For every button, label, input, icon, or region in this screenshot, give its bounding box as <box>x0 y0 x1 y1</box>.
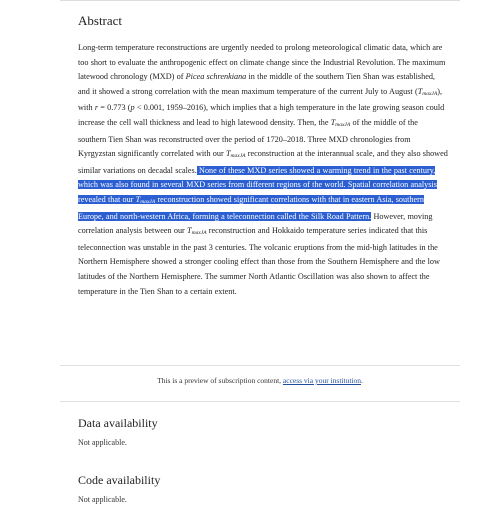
abstract-text-part: < 0.001, 1959–2016), which implies that a high temperature in the late growing season could increase the cell wall thickness and lead to high latewood density. Then, the <box>78 103 445 127</box>
access-institution-link[interactable]: access via your institution <box>282 376 362 385</box>
variable-subscript: maxJA <box>335 121 351 128</box>
variable-subscript: maxJA <box>230 153 246 160</box>
variable-t[interactable]: T <box>135 194 141 204</box>
code-availability-section <box>78 472 448 504</box>
selected-text-part[interactable]: reconstruction showed significant correlations with that in eastern Asia, southern Europe, and north-western Africa, forming a teleconnection called the Silk Road Pattern. <box>78 194 424 221</box>
variable-subscript[interactable]: maxJA <box>140 198 156 205</box>
abstract-text-part: reconstruction and Hokkaido temperature series indicated that this teleconnection was unstable in the past 3 centuries. The volcanic eruptions from the mid-high latitudes in the Northern Hemisphere showed a stronger cooling effect than those from the Southern Hemisphere and the low latitudes of the Northern Hemisphere. The summer North Atlantic Oscillation was also shown to affect the temperature in the Tien Shan to a certain extent. <box>78 226 440 296</box>
abstract-text-part: of the middle of the southern Tien Shan was reconstructed over the period of 1720–2018. Three MXD chronologies from Kyrgyzstan significantly correlated with our <box>78 117 418 159</box>
variable-subscript: maxJA <box>191 230 207 237</box>
preview-text: This is a preview of subscription content, <box>157 376 283 385</box>
abstract-text-part: = 0.773 ( <box>98 103 131 113</box>
data-availability-section <box>78 415 448 447</box>
data-availability-text: Not applicable. <box>78 438 127 447</box>
top-divider <box>60 0 460 1</box>
divider <box>60 401 460 402</box>
abstract-text-part: in the middle of the southern Tien Shan was established, and it showed a strong correlation with the mean maximum temperature of the current July to August ( <box>78 72 435 96</box>
variable-r: r <box>94 103 98 113</box>
variable-subscript: maxJA <box>422 90 438 97</box>
abstract-section <box>78 12 448 299</box>
abstract-text-part: However, moving correlation analysis between our <box>78 211 433 236</box>
subscription-preview <box>60 376 460 385</box>
data-availability-heading: Data availability <box>78 416 158 430</box>
variable-t: T <box>417 86 423 96</box>
variable-p: p <box>130 103 135 113</box>
preview-end: . <box>361 376 363 385</box>
abstract-text-part: ), with <box>78 86 442 113</box>
code-availability-text: Not applicable. <box>78 495 127 504</box>
variable-t: T <box>225 149 231 159</box>
variable-t: T <box>187 226 192 236</box>
code-availability-heading: Code availability <box>78 473 161 487</box>
abstract-text-part: reconstruction at the interannual scale, and they also showed similar variations on decadal scales. <box>78 149 448 175</box>
divider <box>60 365 460 366</box>
selected-text-part[interactable]: None of these MXD series showed a warming trend in the past century, which was also found in several MXD series from different regions of the world. Spatial correlation analysis revealed that our <box>78 165 437 204</box>
abstract-text <box>78 41 448 299</box>
variable-t: T <box>330 117 336 127</box>
abstract-heading: Abstract <box>78 13 123 28</box>
abstract-text-part: Long-term temperature reconstructions are urgently needed to prolong meteorological climatic data, which are too short to evaluate the anthropogenic effect on climate change since the Industrial Revolution. The maximum latewood chronology (MXD) of <box>78 43 446 82</box>
species-name: Picea schrenkiana <box>185 72 247 82</box>
